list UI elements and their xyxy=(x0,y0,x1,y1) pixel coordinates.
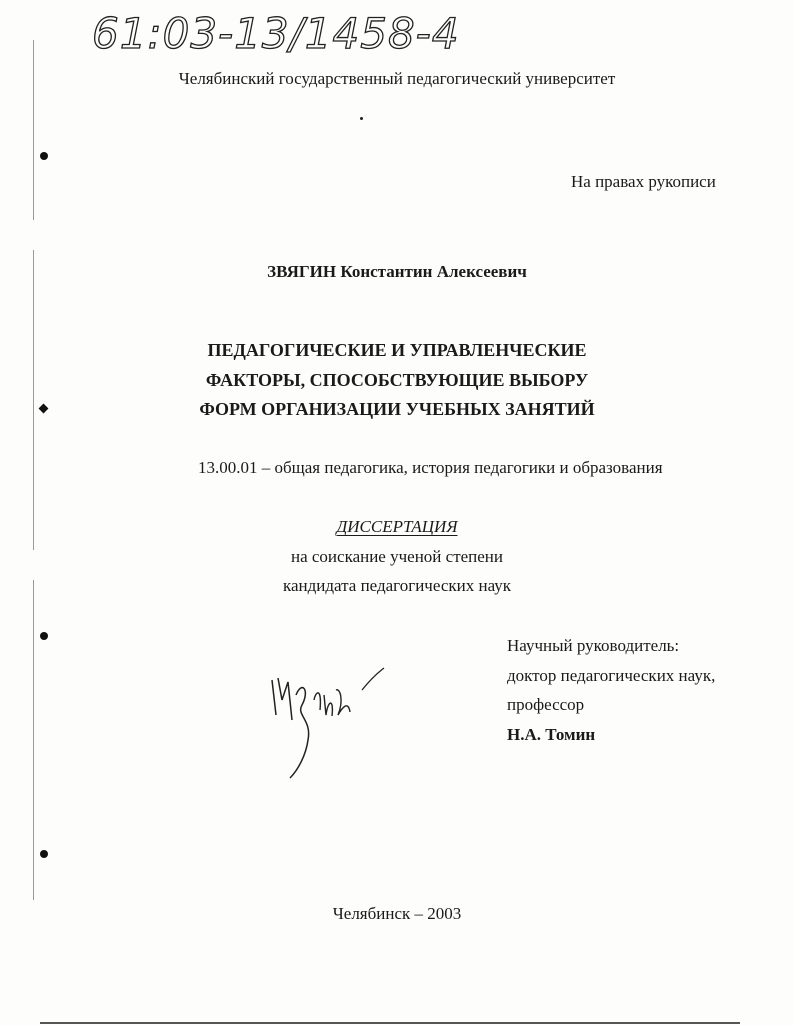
margin-line-top xyxy=(33,40,34,220)
scan-speck xyxy=(360,117,363,120)
handwritten-signature xyxy=(262,660,392,780)
scan-bottom-edge xyxy=(40,1022,740,1024)
author-name: ЗВЯГИН Константин Алексеевич xyxy=(267,262,527,281)
margin-line-bottom xyxy=(33,580,34,900)
specialty-code: 13.00.01 – общая педагогика, история педагогики и образования xyxy=(198,458,663,477)
title-line-1: ПЕДАГОГИЧЕСКИЕ И УПРАВЛЕНЧЕСКИЕ xyxy=(207,340,587,360)
supervisor-degree: доктор педагогических наук, xyxy=(507,666,716,685)
punch-hole-mark-4 xyxy=(40,850,48,858)
degree-purpose-line-2: кандидата педагогических наук xyxy=(282,576,512,595)
degree-purpose-line-1: на соискание ученой степени xyxy=(290,547,504,566)
rights-note: На правах рукописи xyxy=(571,172,716,191)
punch-hole-mark-1 xyxy=(40,152,48,160)
supervisor-rank: профессор xyxy=(507,695,585,714)
city-year: Челябинск – 2003 xyxy=(332,904,462,923)
handwritten-archive-code xyxy=(92,8,512,56)
supervisor-name: Н.А. Томин xyxy=(507,725,596,744)
title-line-2: ФАКТОРЫ, СПОСОБСТВУЮЩИЕ ВЫБОРУ xyxy=(205,370,589,390)
dissertation-label: ДИССЕРТАЦИЯ xyxy=(336,517,458,536)
university-name: Челябинский государственный педагогический университет xyxy=(178,69,616,88)
title-line-3: ФОРМ ОРГАНИЗАЦИИ УЧЕБНЫХ ЗАНЯТИЙ xyxy=(199,399,595,419)
punch-hole-mark-3 xyxy=(40,632,48,640)
supervisor-label: Научный руководитель: xyxy=(507,636,680,655)
archive-code-text: 61:03-13/1458-4 xyxy=(92,9,460,56)
